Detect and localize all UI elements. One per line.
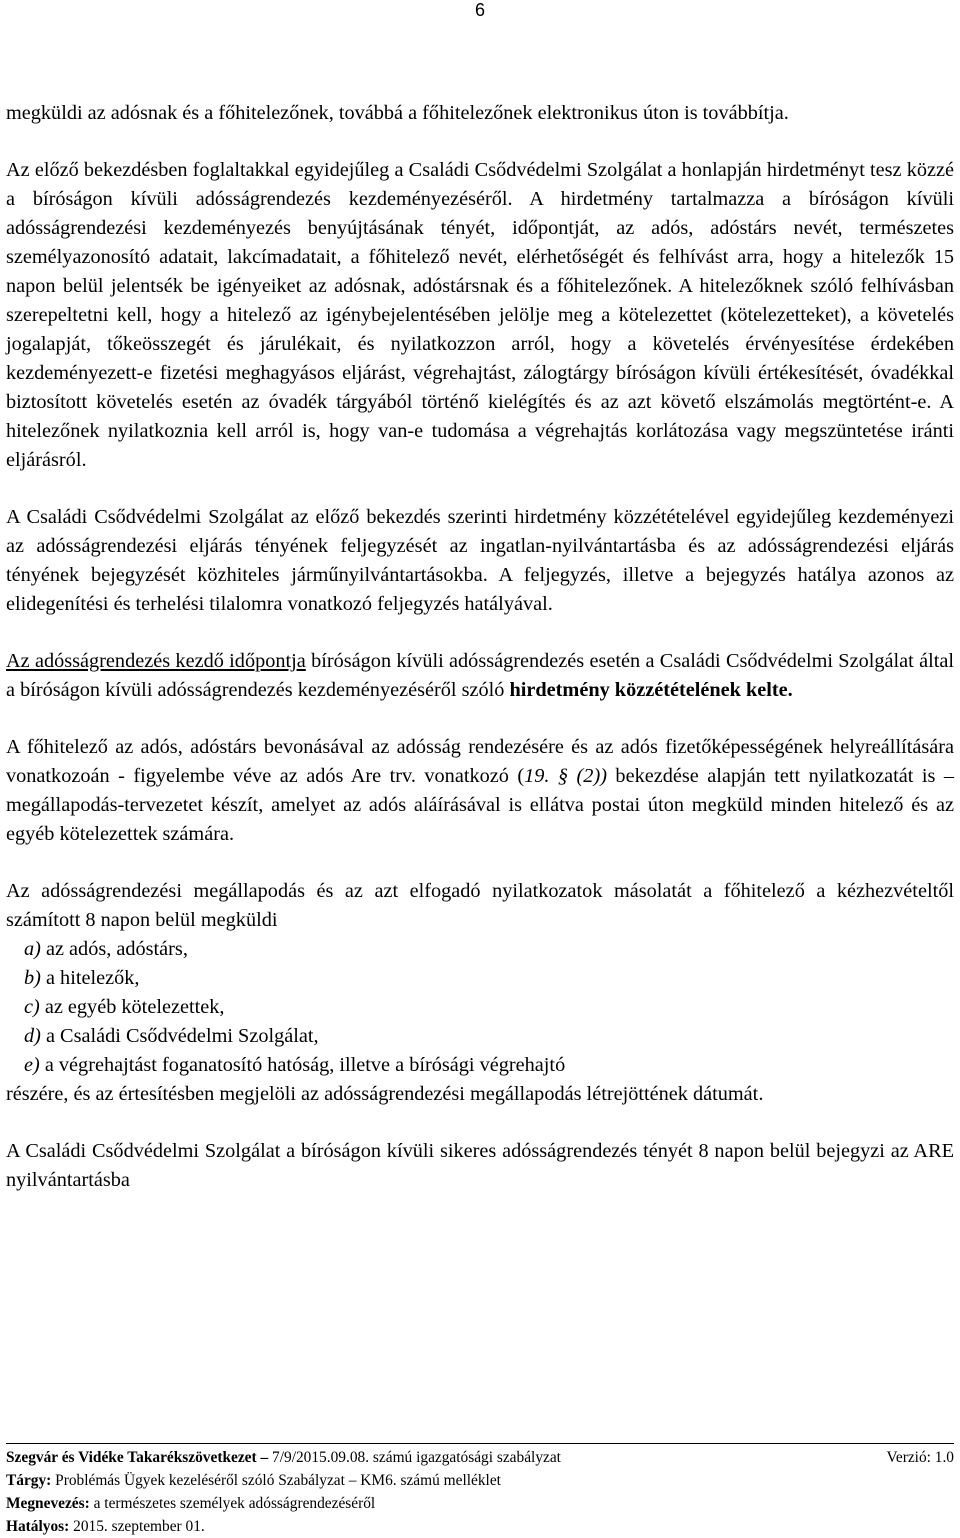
list-item: b) a hitelezők, (24, 967, 140, 989)
document-body (6, 99, 954, 1223)
paragraph-6-intro: Az adósságrendezési megállapodás és az azt elfogadó nyilatkozatok másolatát a főhitelező a kézhezvételtől számított 8 napon belül megküldi (6, 880, 954, 931)
footer-company: Szegvár és Vidéke Takarékszövetkezet – (6, 1449, 273, 1466)
footer-regulation: 7/9/2015.09.08. számú igazgatósági szabályzat (272, 1449, 561, 1466)
paragraph-7: A Családi Csődvédelmi Szolgálat a bíróságon kívüli sikeres adósságrendezés tényét 8 napon belül bejegyzi az ARE nyilvántartásba (6, 1140, 954, 1191)
paragraph-4-middle: bíróságon kívüli adósságrendezés esetén a Családi Csődvédelmi Szolgálat által a bíróságon kívüli adósságrendezés kezdeményezéséről szóló (6, 650, 954, 701)
paragraph-3: A Családi Csődvédelmi Szolgálat az előző bekezdés szerinti hirdetmény közzétételével egyidejűleg kezdeményezi az adósságrendezési eljárás tényének feljegyzését az ingatlan-nyilvántartásba és az adósságrendezési eljárás tényének bejegyzését közhiteles járműnyilvántartásokba. A feljegyzés, illetve a bejegyzés hatálya azonos az elidegenítési és terhelési tilalomra vonatkozó feljegyzés hatályával. (6, 506, 954, 615)
paragraph-2: Az előző bekezdésben foglaltakkal egyidejűleg a Családi Csődvédelmi Szolgálat a honlapján hirdetményt tesz közzé a bíróságon kívüli adósságrendezés kezdeményezéséről. A hirdetmény tartalmazza a bíróságon kívüli adósságrendezési kezdeményezés benyújtásának tényét, időpontját, az adós, adóstárs nevét, természetes személyazonosító adatait, lakcímadatait, a főhitelező nevét, elérhetőségét és felhívást arra, hogy a hitelezők 15 napon belül jelentsék be igényeiket az adósnak, adóstársnak és a főhitelezőnek. A hitelezőknek szóló felhívásban szerepeltetni kell, hogy a hitelező az igénybejelentésében jelölje meg a kötelezettet (kötelezetteket), a követelés jogalapját, tőkeösszegét és járulékait, és nyilatkozzon arról, hogy a követelés érvényesítése érdekében kezdeményezett-e fizetési meghagyásos eljárást, végrehajtást, zálogtárgy bíróságon kívüli értékesítését, óvadékkal biztosított követelés esetén az óvadék tárgyából történő kielégítés és az azt követő elszámolás megtörtént-e. A hitelezőnek nyilatkoznia kell arról is, hogy van-e tudomása a végrehajtás korlátozása vagy megszüntetése iránti eljárásról. (6, 159, 954, 471)
section-reference: 19. § (2)) (524, 765, 607, 787)
list-item: a) az adós, adóstárs, (24, 938, 188, 960)
paragraph-5-part1: A főhitelező az adós, adóstárs bevonásával az adósság rendezésére és az adós fizetőképességének helyreállítására vonatkozoán - figyelembe véve az adós Are trv. vonatkozó ( (6, 736, 954, 787)
paragraph-1: megküldi az adósnak és a főhitelezőnek, továbbá a főhitelezőnek elektronikus úton is továbbítja. (6, 102, 789, 124)
footer-version: Verzió: 1.0 (886, 1449, 954, 1466)
paragraph-4 (6, 647, 954, 705)
page-number: 6 (474, 0, 485, 20)
page-footer (6, 1443, 954, 1538)
paragraph-6-outro: részére, és az értesítésben megjelöli az adósságrendezési megállapodás létrejöttének dátumát. (6, 1083, 764, 1105)
publication-date-term: hirdetmény közzétételének kelte. (509, 679, 793, 701)
footer-line-4: Hatályos: 2015. szeptember 01. (6, 1518, 205, 1535)
paragraph-5 (6, 733, 954, 849)
footer-line-2: Tárgy: Problémás Ügyek kezeléséről szóló Szabályzat – KM6. számú melléklet (6, 1472, 501, 1489)
list-item: e) a végrehajtást foganatosító hatóság, illetve a bírósági végrehajtó (24, 1054, 566, 1076)
footer-line-3: Megnevezés: a természetes személyek adósságrendezéséről (6, 1495, 376, 1512)
list-item: d) a Családi Csődvédelmi Szolgálat, (24, 1025, 319, 1047)
list-item: c) az egyéb kötelezettek, (24, 996, 225, 1018)
recipient-list (6, 935, 954, 1080)
paragraph-5-part2: bekezdése alapján tett nyilatkozatát is – megállapodás-tervezetet készít, amelyet az adós aláírásával is ellátva postai úton megküld minden hitelező és az egyéb kötelezettek számára. (6, 765, 954, 845)
footer-line-1 (6, 1446, 954, 1469)
start-date-term: Az adósságrendezés kezdő időpontja (6, 650, 306, 672)
